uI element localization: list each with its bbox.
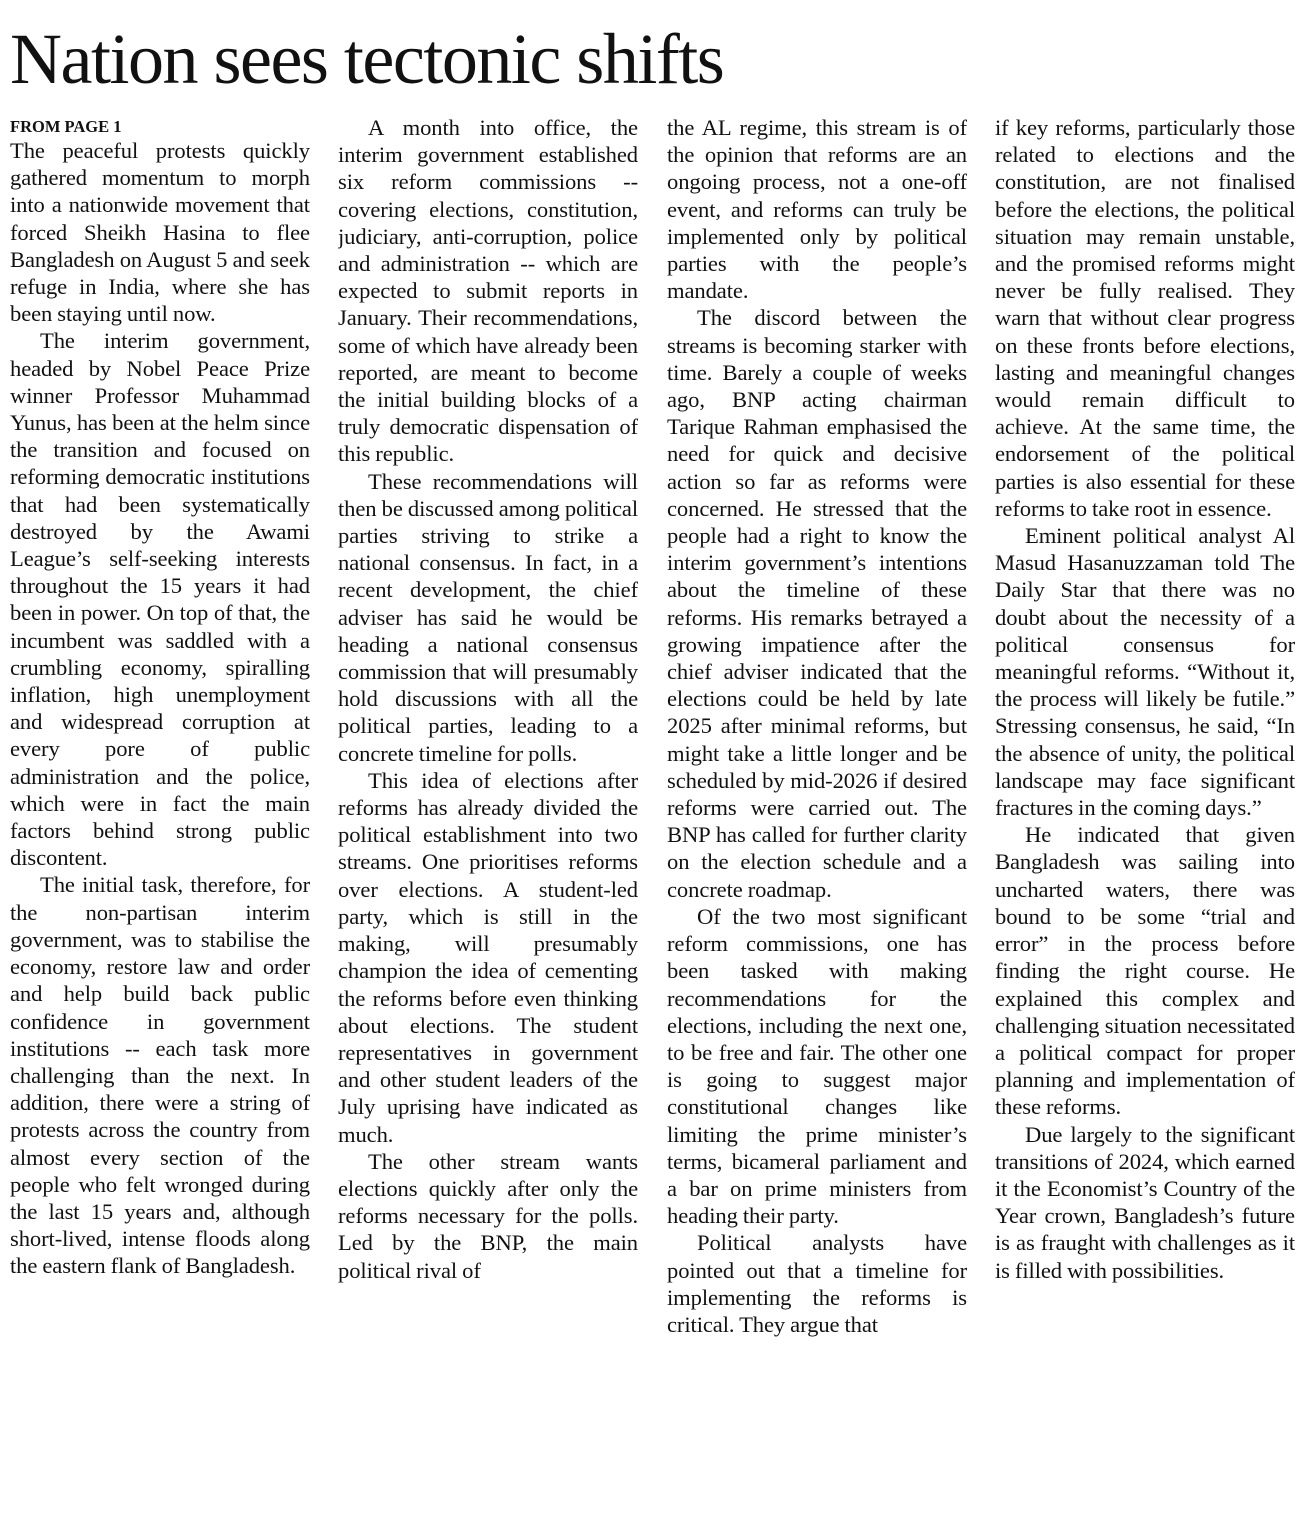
paragraph: Of the two most significant reform commissions, one has been tasked with making recommendations for the elections, including the next one, to be free and fair. The other one is going to suggest major constitutional changes like limiting the prime minister’s terms, bicameral parliament and a bar on prime ministers from heading their party. [667, 903, 967, 1229]
column-1 [10, 114, 310, 1510]
paragraph: Due largely to the significant transitions of 2024, which earned it the Economist’s Country of the Year crown, Bangladesh’s future is as fraught with challenges as it is filled with possibilities. [995, 1121, 1295, 1283]
column-2 [338, 114, 638, 1510]
paragraph: The peaceful protests quickly gathered momentum to morph into a nationwide movement that forced Sheikh Hasina to flee Bangladesh on August 5 and seek refuge in India, where she has been staying until now. [10, 138, 310, 327]
paragraph: Eminent political analyst Al Masud Hasanuzzaman told The Daily Star that there was no doubt about the necessity of a political consensus for meaningful reforms. “Without it, the process will likely be futile.” Stressing consensus, he said, “In the absence of unity, the political landscape may face significant fractures in the coming days.” [995, 523, 1295, 821]
paragraph: if key reforms, particularly those related to elections and the constitution, are not finalised before the elections, the political situation may remain unstable, and the promised reforms might never be fully realised. They warn that without clear progress on these fronts before elections, lasting and meaningful changes would remain difficult to achieve. At the same time, the endorsement of the political parties is also essential for these reforms to take root in essence. [995, 115, 1295, 521]
paragraph: Political analysts have pointed out that a timeline for implementing the reforms is critical. They argue that [667, 1230, 967, 1337]
article-body [10, 114, 1296, 1510]
paragraph: The interim government, headed by Nobel Peace Prize winner Professor Muhammad Yunus, has been at the helm since the transition and focused on reforming democratic institutions that had been systematically destroyed by the Awami League’s self-seeking interests throughout the 15 years it had been in power. On top of that, the incumbent was saddled with a crumbling economy, spiralling inflation, high unemployment and widespread corruption at every pore of public administration and the police, which were in fact the main factors behind strong public discontent. [10, 328, 310, 871]
paragraph: This idea of elections after reforms has already divided the political establishment into two streams. One prioritises reforms over elections. A student-led party, which is still in the making, will presumably champion the idea of cementing the reforms before even thinking about elections. The student representatives in government and other student leaders of the July uprising have indicated as much. [338, 767, 638, 1147]
paragraph: The initial task, therefore, for the non-partisan interim government, was to stabilise the economy, restore law and order and help build back public confidence in government institutions -- each task more challenging than the next. In addition, there were a string of protests across the country from almost every section of the people who felt wronged during the last 15 years and, although short-lived, intense floods along the eastern flank of Bangladesh. [10, 872, 310, 1279]
paragraph: He indicated that given Bangladesh was sailing into uncharted waters, there was bound to be some “trial and error” in the process before finding the right course. He explained this complex and challenging situation necessitated a political compact for proper planning and implementation of these reforms. [995, 822, 1295, 1120]
headline: Nation sees tectonic shifts [10, 19, 724, 99]
paragraph: These recommendations will then be discussed among political parties striving to strike a national consensus. In fact, in a recent development, the chief adviser has said he would be heading a national consensus commission that will presumably hold discussions with all the political parties, leading to a concrete timeline for polls. [338, 468, 638, 766]
column-3 [667, 114, 967, 1510]
column-4 [995, 114, 1295, 1510]
paragraph: The other stream wants elections quickly after only the reforms necessary for the polls. Led by the BNP, the main political rival of [338, 1148, 638, 1283]
kicker-from-page-1: FROM PAGE 1 [10, 117, 122, 136]
paragraph: the AL regime, this stream is of the opinion that reforms are an ongoing process, not a one-off event, and reforms can truly be implemented only by political parties with the people’s mandate. [667, 115, 967, 304]
paragraph: The discord between the streams is becoming starker with time. Barely a couple of weeks ago, BNP acting chairman Tarique Rahman emphasised the need for quick and decisive action so far as reforms were concerned. He stressed that the people had a right to know the interim government’s intentions about the timeline of these reforms. His remarks betrayed a growing impatience after the chief adviser indicated that the elections could be held by late 2025 after minimal reforms, but might take a little longer and be scheduled by mid-2026 if desired reforms were carried out. The BNP has called for further clarity on the election schedule and a concrete roadmap. [667, 305, 967, 902]
paragraph: A month into office, the interim government established six reform commissions -- covering elections, constitution, judiciary, anti-corruption, police and administration -- which are expected to submit reports in January. Their recommendations, some of which have already been reported, are meant to become the initial building blocks of a truly democratic dispensation of this republic. [338, 115, 638, 467]
